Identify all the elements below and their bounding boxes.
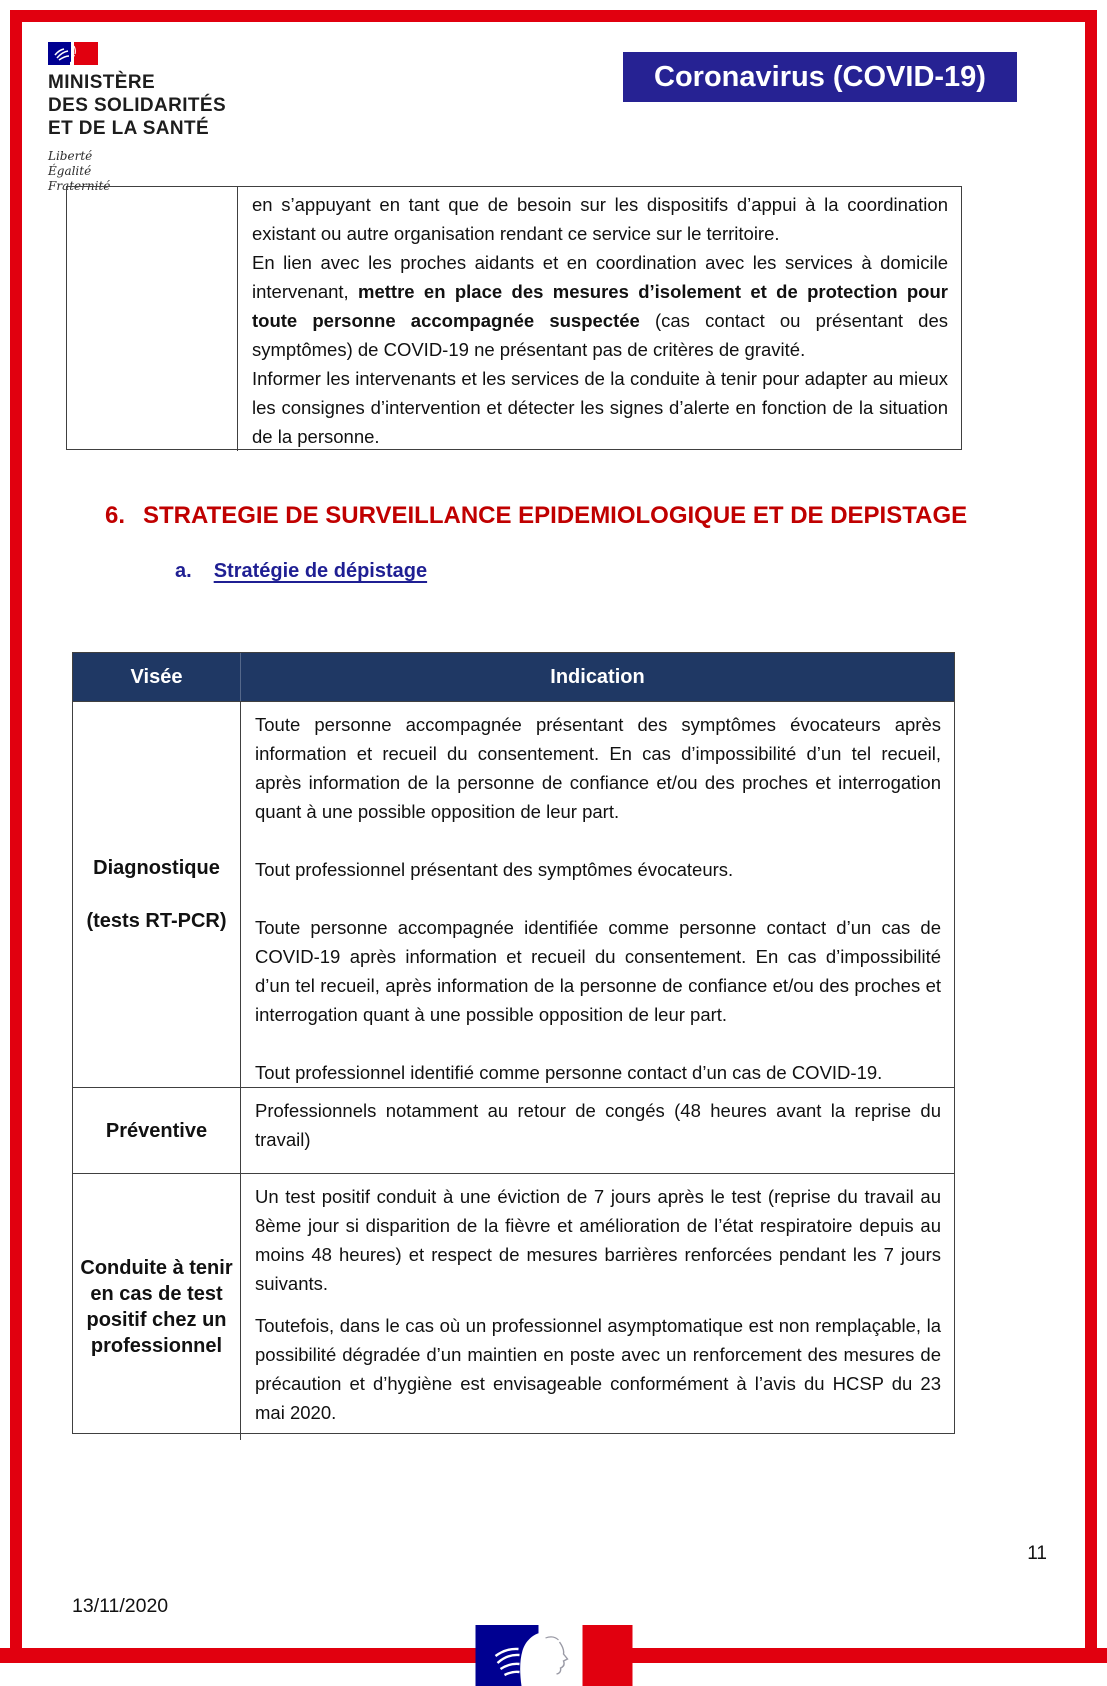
subsection-title: Stratégie de dépistage [213, 560, 428, 582]
indication-paragraph: Toute personne accompagnée identifiée comme personne contact d’un cas de COVID-19 après information et recueil du consentement. En cas d’impossibilité d’un tel recueil, après information de la personne de confiance et/ou des proches et interrogation quant à une possible opposition de leur part. [255, 917, 941, 1025]
indication-paragraph: Toute personne accompagnée présentant des symptômes évocateurs après information et recueil du consentement. En cas d’impossibilité d’un tel recueil, après information de la personne de confiance et/ou des proches et interrogation quant à une possible opposition de leur part. [255, 714, 941, 822]
coronavirus-banner [623, 52, 1017, 102]
top-table-paragraph: Informer les intervenants et les services de la conduite à tenir pour adapter au mieux les consignes d’intervention et détecter les signes d’alerte en fonction de la situation de la personne. [252, 368, 948, 447]
table-header-indication: Indication [550, 665, 645, 688]
table-row-preventive [73, 1087, 954, 1173]
indication-paragraph: Professionnels notamment au retour de congés (48 heures avant la reprise du travail) [255, 1100, 941, 1150]
section-title: STRATEGIE DE SURVEILLANCE EPIDEMIOLOGIQUE ET DE DEPISTAGE [143, 502, 968, 529]
paragraph-run: (cas contact ou présentant des symptômes) de COVID-19 ne présentant pas de critères de gravité. [252, 310, 949, 360]
indication-paragraph: Tout professionnel identifié comme personne contact d’un cas de COVID-19. [255, 1062, 883, 1083]
motto-line: Égalité [48, 164, 92, 178]
top-table-paragraph: en s’appuyant en tant que de besoin sur les dispositifs d’appui à la coordination existant ou autre organisation rendant ce service sur le territoire. [252, 194, 948, 244]
indication-cell-diagnostique [241, 702, 954, 1087]
table-row-conduite [73, 1173, 954, 1433]
page-number: 11 [1027, 1543, 1047, 1564]
paragraph-run-bold: mettre en place des mesures d’isolement et de protection pour toute personne accompagnée suspectée [252, 281, 948, 331]
motto-line: Fraternité [48, 179, 111, 193]
table-header-visee: Visée [73, 653, 241, 701]
ministry-logo-block [48, 42, 226, 194]
top-table-paragraph [252, 248, 948, 364]
top-table-empty-cell [67, 187, 238, 451]
indication-paragraph: Un test positif conduit à une éviction de 7 jours après le test (reprise du travail au 8ème jour si disparition de la fièvre et amélioration de l’état respiratoire depuis au moins 48 heures) et respect de mesures barrières renforcées pendant les 7 jours suivants. [255, 1186, 941, 1294]
visee-cell-preventive [73, 1088, 241, 1173]
indication-cell-preventive [241, 1088, 954, 1173]
ministry-name [48, 71, 226, 140]
top-table-text-cell [238, 187, 961, 451]
visee-cell-conduite [73, 1174, 241, 1440]
ministry-name-line: MINISTÈRE [48, 72, 156, 93]
marianne-flag-icon [475, 1625, 632, 1686]
coronavirus-banner-label: Coronavirus (COVID-19) [654, 60, 986, 93]
paragraph-run: En lien avec les proches aidants et en coordination avec les services à domicile intervenant, [252, 252, 948, 302]
top-table-fragment [66, 186, 962, 450]
section-heading [105, 502, 967, 530]
visee-cell-diagnostique [73, 702, 241, 1087]
motto-line: Liberté [48, 149, 93, 163]
subsection-number: a. [175, 560, 192, 582]
visee-label: Diagnostique [93, 857, 220, 879]
section-number: 6. [105, 502, 126, 529]
table-header-row [73, 653, 954, 701]
indication-paragraph: Toutefois, dans le cas où un professionnel asymptomatique est non remplaçable, la possibilité dégradée d’un maintien en poste avec un renforcement des mesures de précaution et d’hygiène est envisageable conformément à l’avis du HCSP du 23 mai 2020. [255, 1315, 941, 1423]
table-row-diagnostique [73, 701, 954, 1087]
visee-label: Conduite à tenir en cas de test positif chez un professionnel [80, 1257, 233, 1357]
indication-cell-conduite [241, 1174, 954, 1440]
subsection-heading [175, 560, 427, 583]
ministry-name-line: DES SOLIDARITÉS [48, 95, 227, 116]
visee-label: Préventive [105, 1119, 208, 1142]
french-flag-marianne-icon [48, 42, 98, 65]
depistage-table [72, 652, 955, 1434]
document-date: 13/11/2020 [72, 1595, 169, 1617]
marianne-flag-logo [475, 1625, 632, 1686]
indication-paragraph: Tout professionnel présentant des symptômes évocateurs. [255, 859, 734, 880]
visee-label: (tests RT-PCR) [86, 910, 227, 932]
ministry-name-line: ET DE LA SANTÉ [48, 118, 210, 139]
